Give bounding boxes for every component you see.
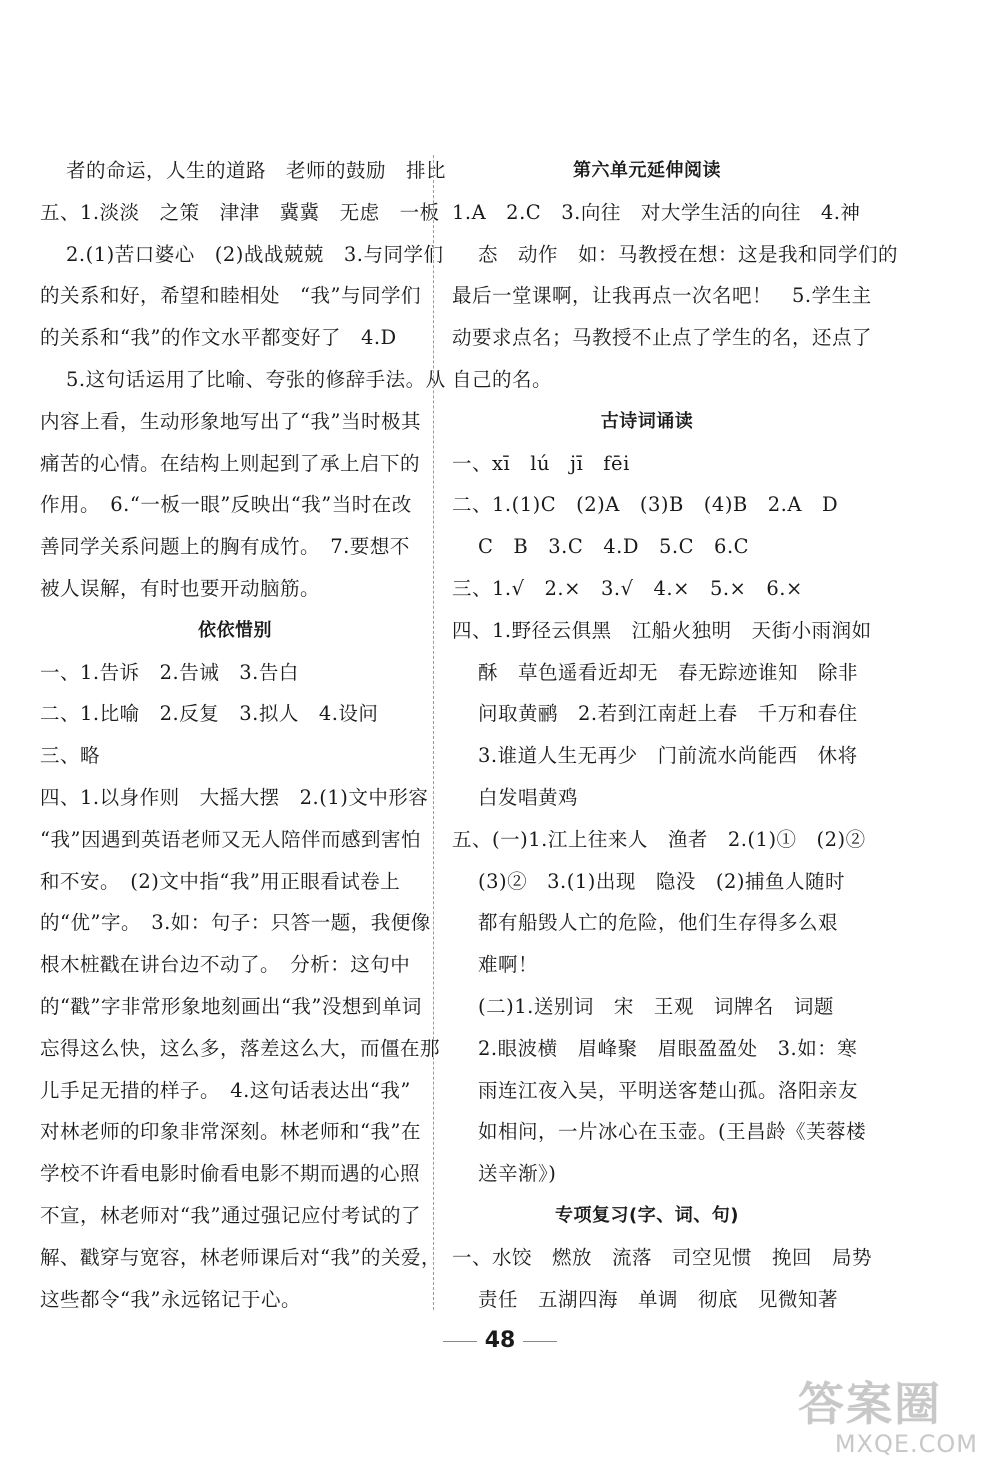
- answer-line: 一、水饺 燃放 流落 司空见惯 挽回 局势: [452, 1245, 873, 1269]
- answer-line: 痛苦的心情。在结构上则起到了承上启下的: [40, 451, 421, 475]
- answer-line: 雨连江夜入吴，平明送客楚山孤。洛阳亲友: [478, 1078, 859, 1102]
- answer-line: 2.(1)苦口婆心 (2)战战兢兢 3.与同学们: [66, 242, 444, 266]
- answer-line: 如相问，一片冰心在玉壶。(王昌龄《芙蓉楼: [478, 1120, 867, 1144]
- answer-line: 3.谁道人生无再少 门前流水尚能西 休将: [478, 744, 858, 768]
- answer-line: 五、1.淡淡 之策 津津 冀冀 无虑 一板: [40, 200, 440, 224]
- answer-line: 被人误解，有时也要开动脑筋。: [40, 576, 321, 600]
- answer-line: 对林老师的印象非常深刻。林老师和“我”在: [40, 1120, 421, 1144]
- answer-line: 一、1.告诉 2.告诫 3.告白: [40, 660, 299, 684]
- watermark-main: 答案圈: [798, 1377, 942, 1431]
- answer-line: 内容上看，生动形象地写出了“我”当时极其: [40, 409, 421, 433]
- answer-line: 的“优”字。 3.如：句子：只答一题，我便像: [40, 911, 431, 935]
- section-title: 专项复习(字、词、句): [555, 1204, 739, 1226]
- answer-line: 和不安。 (2)文中指“我”用正眼看试卷上: [40, 869, 401, 893]
- answer-line: 动要求点名；马教授不止点了学生的名，还点了: [452, 326, 873, 350]
- page-number: 48: [484, 1328, 516, 1353]
- answer-line: 问取黄鹂 2.若到江南赶上春 千万和春住: [478, 702, 858, 726]
- answer-line: 责任 五湖四海 单调 彻底 见微知著: [478, 1287, 839, 1311]
- answer-line: 自己的名。: [452, 367, 553, 391]
- answer-line: 的关系和好，希望和睦相处 “我”与同学们: [40, 284, 421, 308]
- answer-line: 都有船毁人亡的危险，他们生存得多么艰: [478, 911, 839, 935]
- answer-line: 四、1.野径云俱黑 江船火独明 天街小雨润如: [452, 618, 872, 642]
- left-column: [40, 150, 447, 1320]
- answer-line: 一、xī lú jī fēi: [452, 451, 630, 475]
- section-title: 古诗词诵读: [600, 410, 694, 432]
- answer-line: 这些都令“我”永远铭记于心。: [40, 1287, 301, 1311]
- answer-line: 送辛渐》): [478, 1162, 557, 1186]
- answer-line: 儿手足无措的样子。 4.这句话表达出“我”: [40, 1078, 411, 1102]
- watermark-logo: [798, 1378, 988, 1468]
- answer-line: 酥 草色遥看近却无 春无踪迹谁知 除非: [478, 660, 859, 684]
- column-divider: [433, 155, 434, 1310]
- answer-line: 的“戳”字非常形象地刻画出“我”没想到单词: [40, 994, 422, 1018]
- answer-line: 忘得这么快，这么多，落差这么大，而僵在那: [40, 1036, 441, 1060]
- answer-line: 的关系和“我”的作文水平都变好了 4.D: [40, 326, 397, 350]
- answer-line: 三、1.√ 2.× 3.√ 4.× 5.× 6.×: [452, 576, 803, 600]
- page-number-rule-left: [443, 1341, 477, 1342]
- section-title: 依依惜别: [198, 619, 272, 641]
- answer-line: 态 动作 如：马教授在想：这是我和同学们的: [478, 242, 899, 266]
- answer-line: 根木桩戳在讲台边不动了。 分析：这句中: [40, 953, 411, 977]
- right-column: [452, 150, 899, 1320]
- watermark-sub: MXQE.COM: [834, 1430, 978, 1458]
- answer-line: (二)1.送别词 宋 王观 词牌名 词题: [478, 994, 834, 1018]
- answer-line: “我”因遇到英语老师又无人陪伴而感到害怕: [40, 827, 421, 851]
- answer-line: (3)② 3.(1)出现 隐没 (2)捕鱼人随时: [478, 869, 845, 893]
- answer-line: 二、1.比喻 2.反复 3.拟人 4.设问: [40, 702, 379, 726]
- answer-line: 不宣，林老师对“我”通过强记应付考试的了: [40, 1203, 421, 1227]
- page-number-rule-right: [523, 1341, 557, 1342]
- answer-line: 难啊！: [478, 953, 539, 977]
- answer-line: 善同学关系问题上的胸有成竹。 7.要想不: [40, 535, 410, 559]
- page-number-area: [0, 1328, 1000, 1353]
- answer-line: C B 3.C 4.D 5.C 6.C: [478, 535, 750, 559]
- answer-line: 二、1.(1)C (2)A (3)B (4)B 2.A D: [452, 493, 839, 517]
- answer-line: 白发唱黄鸡: [478, 785, 579, 809]
- answer-line: 者的命运，人生的道路 老师的鼓励 排比: [66, 159, 447, 182]
- answer-line: 作用。 6.“一板一眼”反映出“我”当时在改: [40, 493, 412, 517]
- answer-line: 三、略: [40, 744, 101, 768]
- answer-line: 五、(一)1.江上往来人 渔者 2.(1)① (2)②: [452, 827, 866, 851]
- answer-line: 5.这句话运用了比喻、夸张的修辞手法。从: [66, 367, 446, 391]
- answer-line: 解、戳穿与宽容，林老师课后对“我”的关爱，: [40, 1245, 441, 1269]
- section-title: 第六单元延伸阅读: [573, 160, 721, 181]
- answer-line: 四、1.以身作则 大摇大摆 2.(1)文中形容: [40, 785, 429, 809]
- answer-line: 学校不许看电影时偷看电影不期而遇的心照: [40, 1162, 421, 1186]
- answer-line: 最后一堂课啊，让我再点一次名吧！ 5.学生主: [452, 284, 872, 308]
- answer-line: 2.眼波横 眉峰聚 眉眼盈盈处 3.如：寒: [478, 1036, 858, 1060]
- answer-line: 1.A 2.C 3.向往 对大学生活的向往 4.神: [452, 200, 861, 224]
